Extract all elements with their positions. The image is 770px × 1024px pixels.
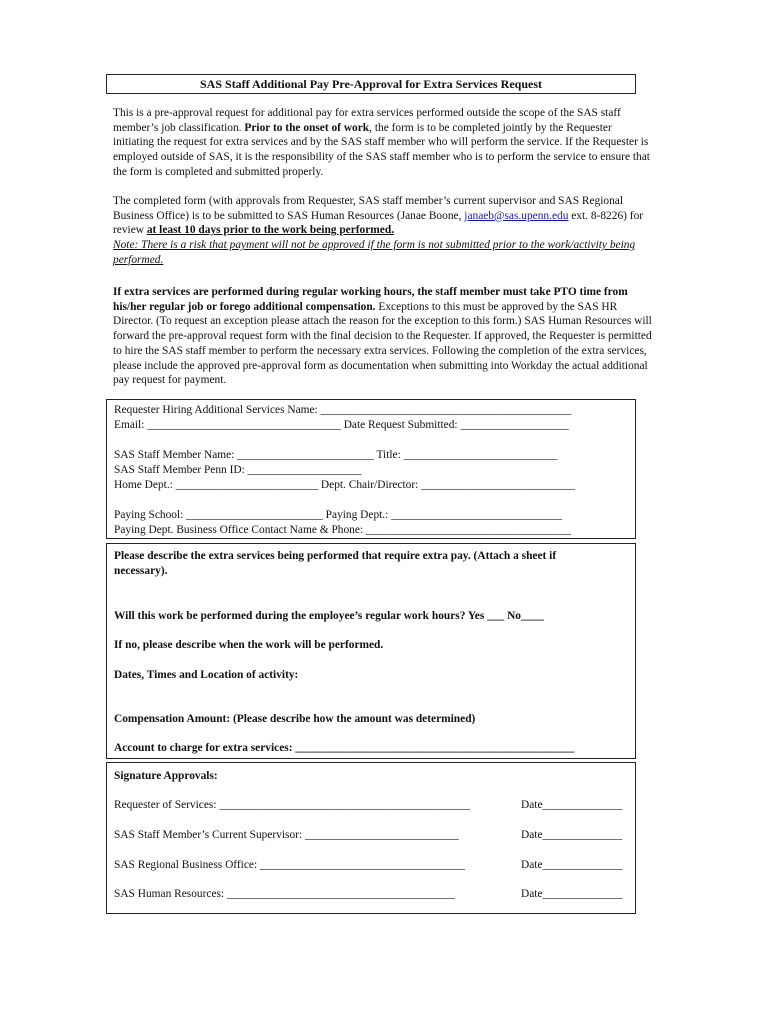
paying-school-dept-field[interactable]: Paying School: ________________________ Paying Dept.: ______________________________ <box>114 509 563 521</box>
business-office-contact-field[interactable]: Paying Dept. Business Office Contact Name & Phone: ____________________________________ <box>114 524 571 536</box>
deadline-emphasis: at least 10 days prior to the work being performed. <box>146 224 395 237</box>
payment-risk-note: Note: There is a risk that payment will not be approved if the form is not submitted prior to the work/activity being performed. <box>113 239 636 266</box>
signature-approvals-section <box>106 762 636 914</box>
intro-p1-a: This is a pre-approval request for additional pay for extra services performed outside the scope of the SAS staff member’s job classification. <box>113 107 621 134</box>
signature-heading: Signature Approvals: <box>114 770 218 782</box>
dates-location-question: Dates, Times and Location of activity: <box>114 669 299 681</box>
form-title: SAS Staff Additional Pay Pre-Approval for Extra Services Request <box>106 74 636 94</box>
business-office-signature-line[interactable]: SAS Regional Business Office: ____________________________________ <box>114 859 465 871</box>
pto-policy-emphasis: If extra services are performed during regular working hours, the staff member must take PTO time from his/her regular job or forego additional compensation. <box>113 286 628 313</box>
intro-paragraph-3 <box>113 285 653 388</box>
intro-p2-b: ext. 8-8226) for review <box>113 209 644 237</box>
intro-p3-rest: Exceptions to this must be approved by the SAS HR Director. (To request an exception please attach the reason for the exception to this form.) SAS Human Resources will forward the pre-approval request form with the final decision to the Requester. If approved, the Requester is permitted to hire the SAS staff member to perform the necessary extra services. Following the completion of the extra services, please include the approved pre-approval form as documentation when submitting into Workday the actual additional pay request for payment. <box>113 300 652 387</box>
services-question-line1: Please describe the extra services being performed that require extra pay. (Attach a sheet if <box>114 550 557 562</box>
when-performed-question: If no, please describe when the work will be performed. <box>114 639 384 651</box>
request-info-section <box>106 399 636 539</box>
staff-name-title-field[interactable]: SAS Staff Member Name: ________________________ Title: ___________________________ <box>114 449 558 461</box>
intro-p1-emphasis: Prior to the onset of work <box>244 121 370 134</box>
hr-signature-line[interactable]: SAS Human Resources: ________________________________________ <box>114 888 455 900</box>
hr-date-field[interactable]: Date______________ <box>521 888 623 900</box>
intro-paragraph-2 <box>113 194 653 268</box>
hr-email-link[interactable]: janaeb@sas.upenn.edu <box>464 209 569 222</box>
intro-paragraph-1 <box>113 106 653 180</box>
compensation-question: Compensation Amount: (Please describe how the amount was determined) <box>114 713 476 725</box>
home-dept-field[interactable]: Home Dept.: _________________________ Dept. Chair/Director: ___________________________ <box>114 479 575 491</box>
intro-p2-a: The completed form (with approvals from Requester, SAS staff member’s current supervisor and SAS Regional Business Office) is to be submitted to SAS Human Resources (Janae Boone, <box>113 195 624 222</box>
business-office-date-field[interactable]: Date______________ <box>521 859 623 871</box>
regular-hours-question[interactable]: Will this work be performed during the employee’s regular work hours? Yes ___ No____ <box>114 610 544 622</box>
supervisor-signature-line[interactable]: SAS Staff Member’s Current Supervisor: ___________________________ <box>114 829 459 841</box>
requester-name-field[interactable]: Requester Hiring Additional Services Name: ____________________________________________ <box>114 404 572 416</box>
requester-signature-line[interactable]: Requester of Services: ____________________________________________ <box>114 799 470 811</box>
requester-date-field[interactable]: Date______________ <box>521 799 623 811</box>
penn-id-field[interactable]: SAS Staff Member Penn ID: ____________________ <box>114 464 362 476</box>
supervisor-date-field[interactable]: Date______________ <box>521 829 623 841</box>
services-description-section <box>106 543 636 759</box>
services-question-line2: necessary). <box>114 565 168 577</box>
intro-p1-c: , the form is to be completed jointly by the Requester initiating the request for extra services and by the SAS staff member who will perform the service. If the Requester is employed outside of SAS, it is the responsibility of the SAS staff member who is to perform the service to ensure that the form is completed and submitted properly. <box>113 121 650 178</box>
email-date-field[interactable]: Email: __________________________________ Date Request Submitted: ___________________ <box>114 419 569 431</box>
account-charge-field[interactable]: Account to charge for extra services: _________________________________________________ <box>114 742 575 754</box>
